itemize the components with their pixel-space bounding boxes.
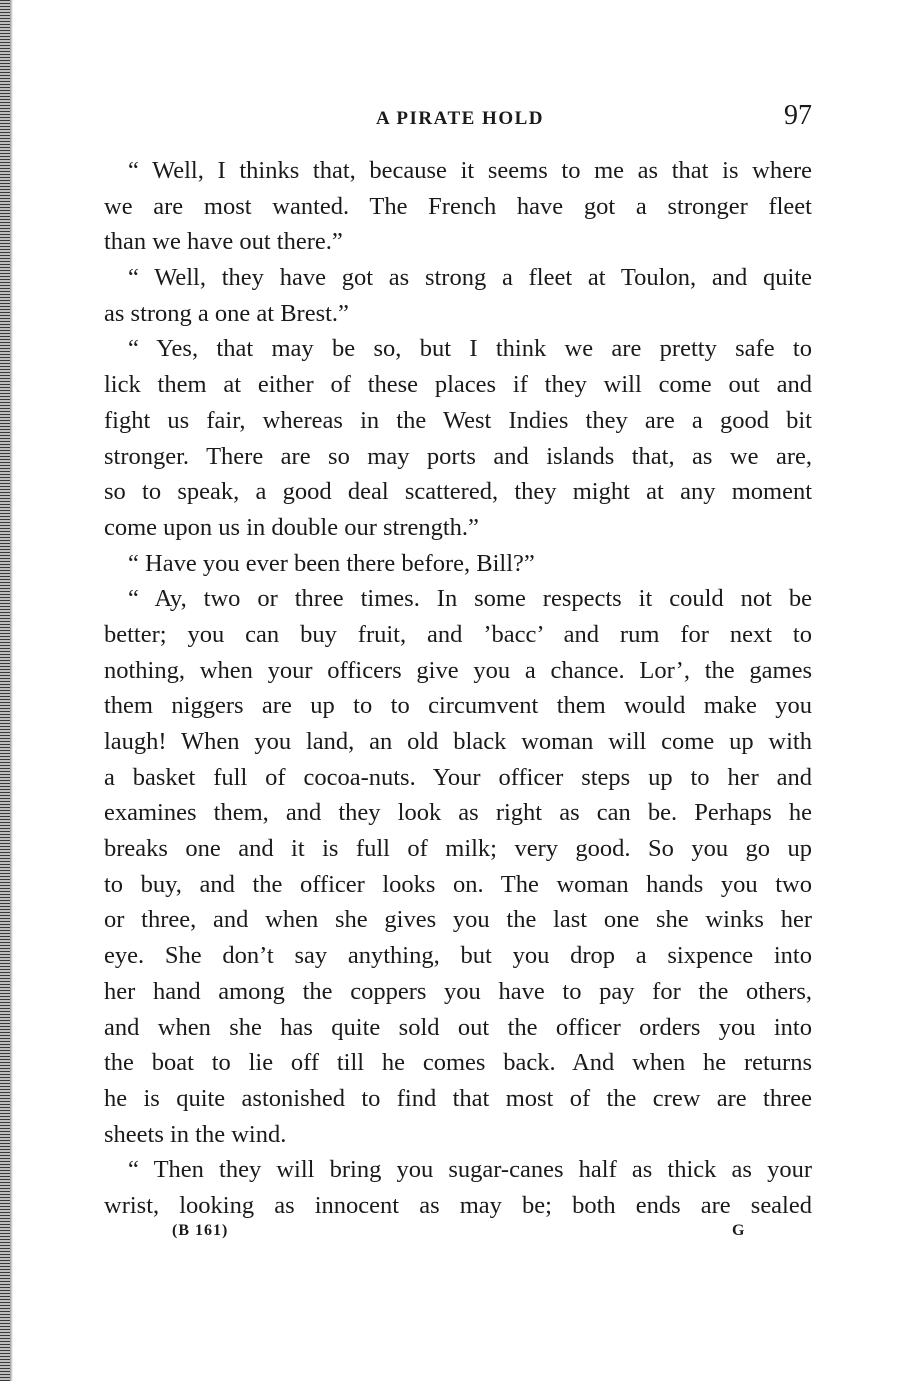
text-line: breaks one and it is full of milk; very good. So you go up bbox=[104, 835, 812, 863]
book-spine-edge bbox=[0, 0, 10, 1381]
text-line: “ Well, I thinks that, because it seems to me as that is where bbox=[128, 157, 812, 184]
text-line: examines them, and they look as right as can be. Perhaps he bbox=[104, 799, 812, 827]
gathering-letter: G bbox=[732, 1222, 745, 1239]
text-line: nothing, when your officers give you a chance. Lor’, the games bbox=[104, 656, 812, 684]
running-title: A PIRATE HOLD bbox=[375, 108, 544, 129]
text-line: we are most wanted. The French have got a stronger fleet bbox=[104, 192, 812, 220]
text-line: her hand among the coppers you have to pay for the others, bbox=[104, 977, 812, 1005]
printer-signature-mark: (B 161) bbox=[172, 1222, 229, 1239]
text-line: than we have out there.” bbox=[104, 228, 343, 256]
text-line: “ Yes, that may be so, but I think we are pretty safe to bbox=[128, 335, 812, 363]
text-line: he is quite astonished to find that most of the crew are three bbox=[104, 1084, 812, 1112]
text-line: or three, and when she gives you the last one she winks her bbox=[104, 906, 812, 934]
text-line: “ Ay, two or three times. In some respects it could not be bbox=[128, 585, 812, 613]
paragraph bbox=[104, 581, 812, 1152]
paragraph bbox=[104, 331, 812, 545]
text-line: stronger. There are so may ports and islands that, as we are, bbox=[104, 442, 812, 470]
paragraph bbox=[104, 260, 812, 331]
text-line: to buy, and the officer looks on. The woman hands you two bbox=[104, 870, 812, 898]
running-head bbox=[104, 100, 816, 140]
paragraph bbox=[104, 153, 812, 260]
page-footer bbox=[104, 1222, 812, 1246]
text-line: better; you can buy fruit, and ’bacc’ and rum for next to bbox=[104, 620, 812, 648]
text-line: the boat to lie off till he comes back. And when he returns bbox=[104, 1049, 812, 1077]
text-line: sheets in the wind. bbox=[104, 1120, 287, 1148]
text-line: come upon us in double our strength.” bbox=[104, 513, 479, 541]
page-number: 97 bbox=[784, 100, 812, 131]
text-line: lick them at either of these places if they will come out and bbox=[104, 371, 812, 399]
text-line: fight us fair, whereas in the West Indies they are a good bit bbox=[104, 406, 812, 434]
text-line: as strong a one at Brest.” bbox=[104, 299, 349, 327]
text-line: and when she has quite sold out the officer orders you into bbox=[104, 1013, 812, 1041]
spine-shadow bbox=[10, 0, 13, 1381]
text-line: “ Then they will bring you sugar-canes half as thick as your bbox=[128, 1156, 812, 1184]
body-text bbox=[104, 153, 812, 1224]
text-line: “ Well, they have got as strong a fleet at Toulon, and quite bbox=[128, 264, 812, 292]
paragraph bbox=[104, 546, 812, 582]
paragraph bbox=[104, 1152, 812, 1223]
text-line: “ Have you ever been there before, Bill?” bbox=[128, 549, 535, 577]
text-line: them niggers are up to to circumvent them would make you bbox=[104, 692, 812, 720]
text-line: laugh! When you land, an old black woman will come up with bbox=[104, 728, 812, 755]
text-line: eye. She don’t say anything, but you drop a sixpence into bbox=[104, 942, 812, 970]
text-line: so to speak, a good deal scattered, they might at any moment bbox=[104, 478, 812, 506]
text-line: wrist, looking as innocent as may be; both ends are sealed bbox=[104, 1191, 812, 1219]
text-line: a basket full of cocoa-nuts. Your officer steps up to her and bbox=[104, 763, 812, 791]
